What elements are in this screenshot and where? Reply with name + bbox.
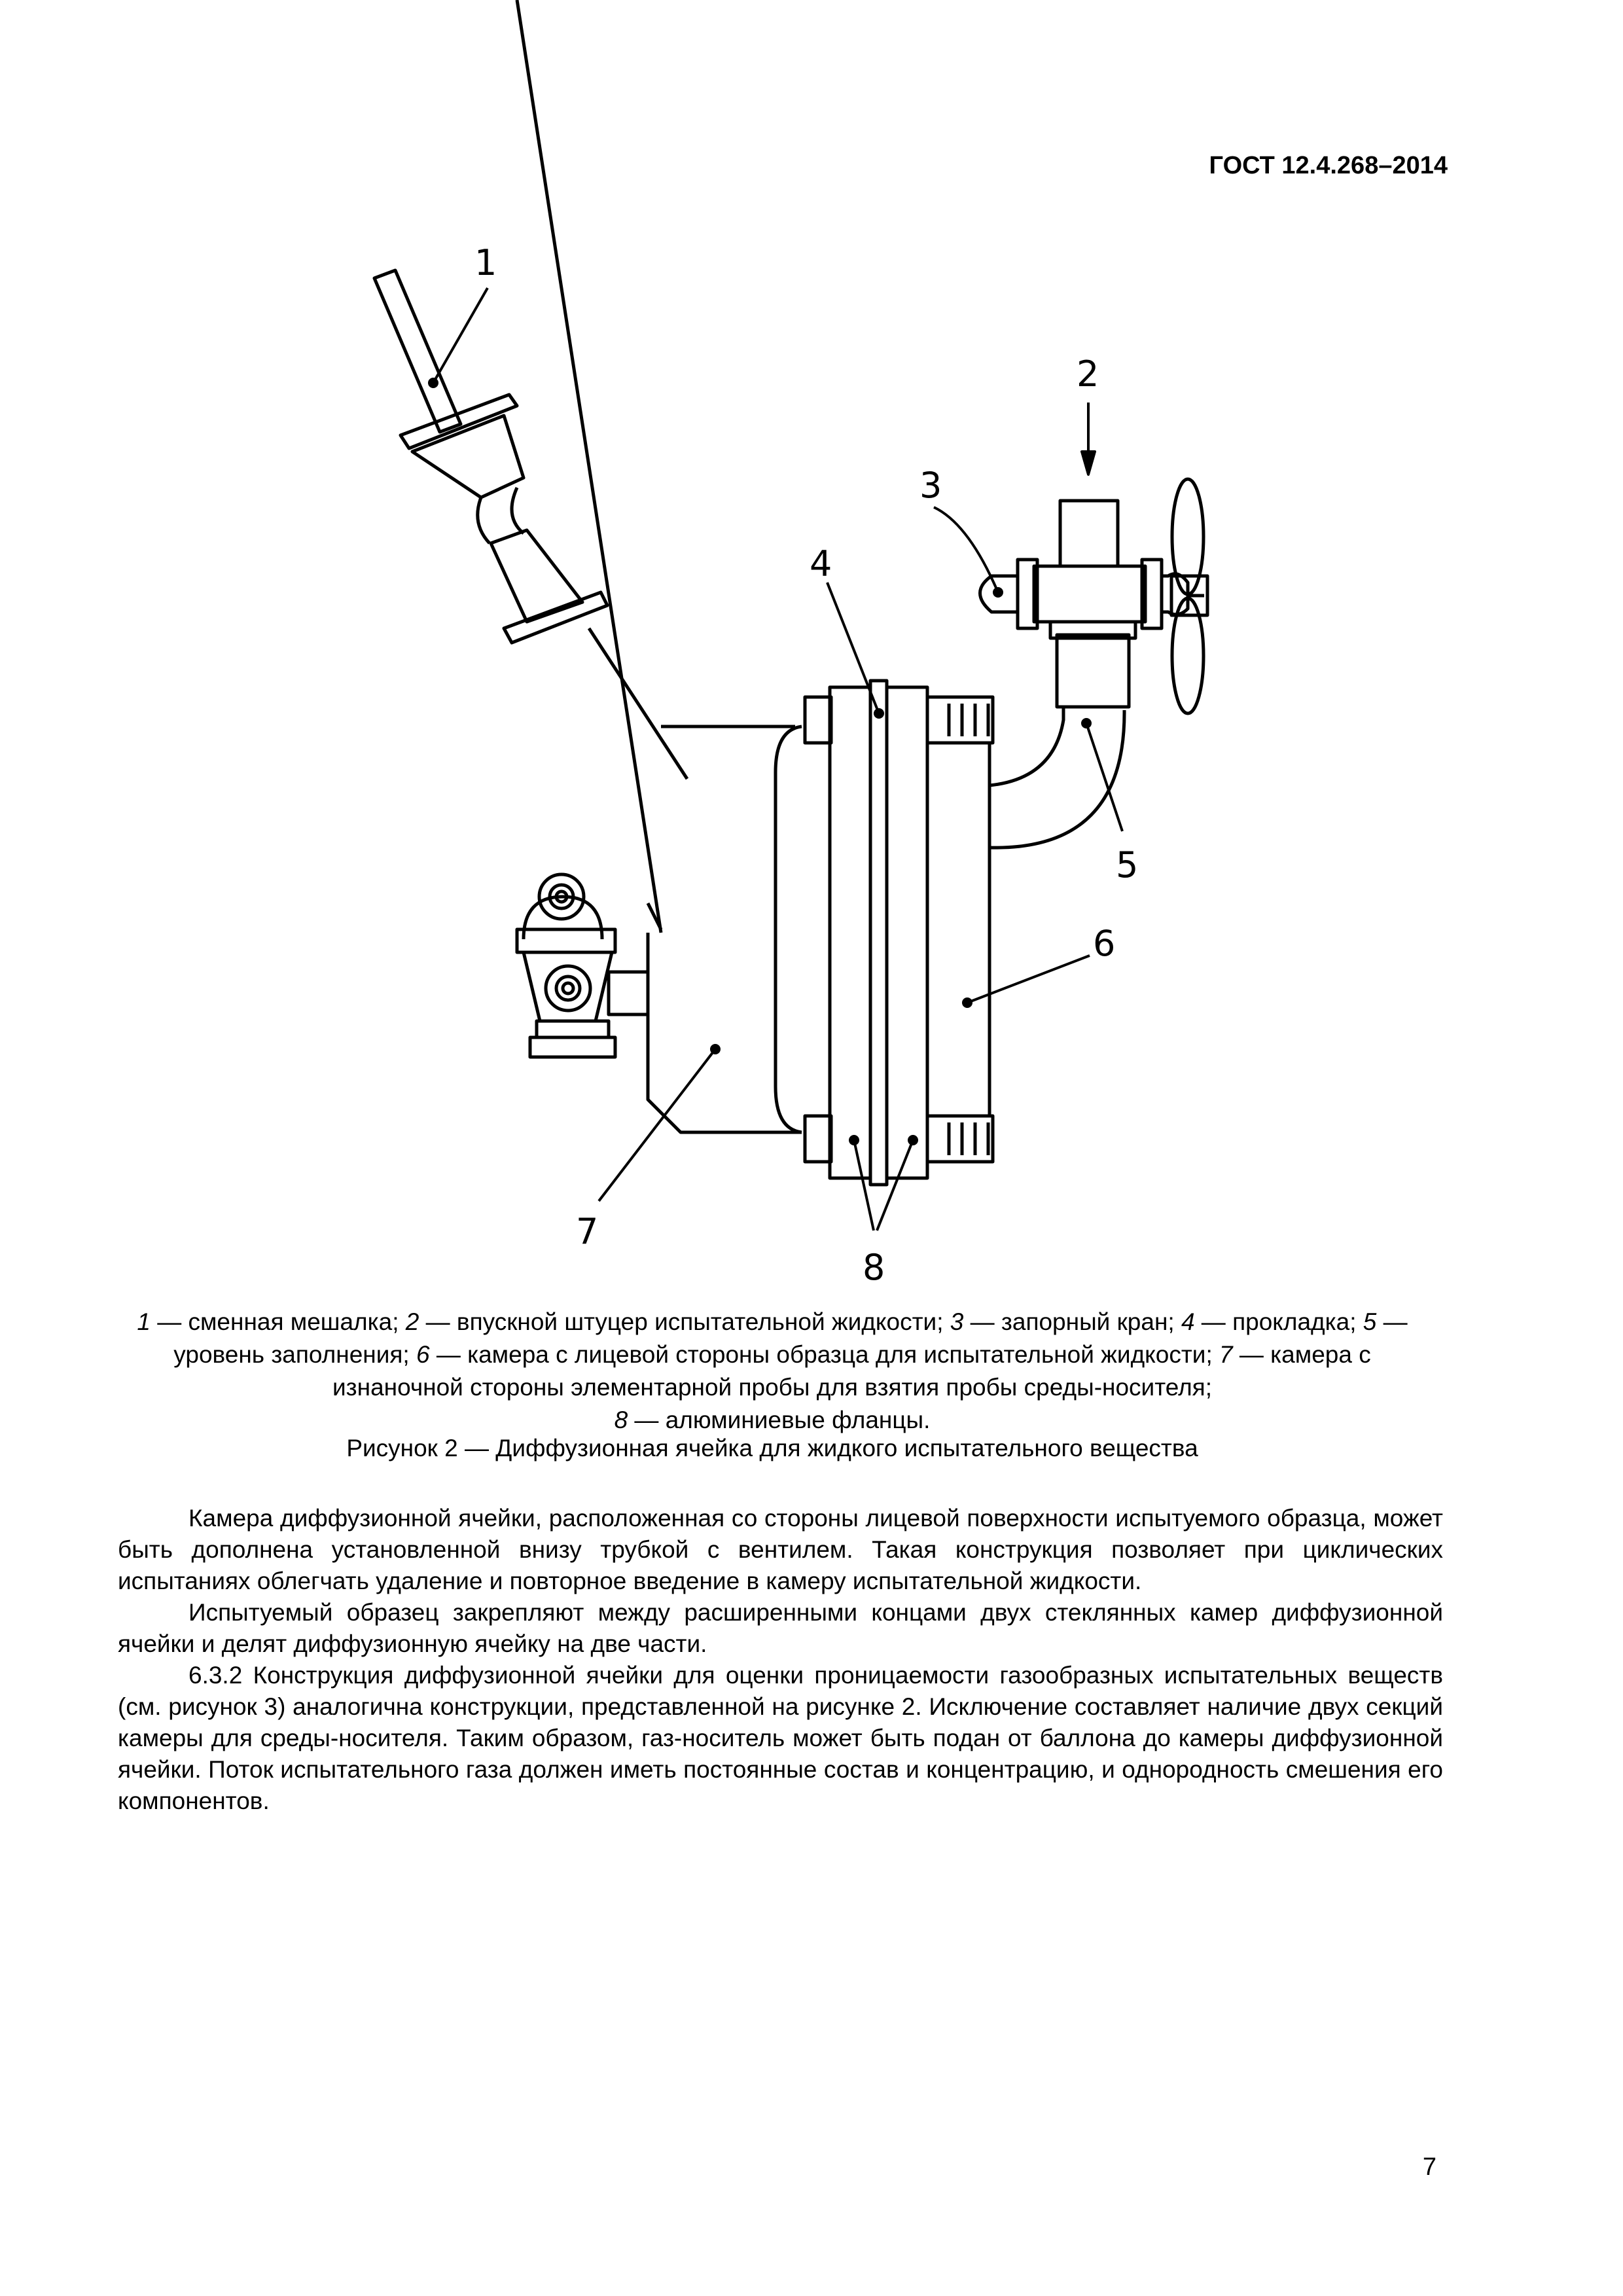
stirrer-drawing bbox=[374, 0, 687, 933]
legend-num-5: 5 bbox=[1363, 1308, 1377, 1335]
legend-text-6: — камера с лицевой стороны образца для испытательной жидкости; bbox=[429, 1341, 1220, 1368]
legend-num-8: 8 bbox=[614, 1407, 628, 1433]
legend-text-1: — сменная мешалка; bbox=[150, 1308, 406, 1335]
legend-text-5: — уровень заполнения; bbox=[173, 1308, 1408, 1368]
figure-caption: Рисунок 2 — Диффузионная ячейка для жидкого испытательного вещества bbox=[346, 1435, 1198, 1462]
page-number: 7 bbox=[1422, 2153, 1436, 2181]
callout-3: 3 bbox=[919, 465, 942, 506]
callout-7: 7 bbox=[576, 1211, 599, 1252]
paragraph-3: 6.3.2 Конструкция диффузионной ячейки для оценки проницаемости газообразных испытательных веществ (см. рисунок 3) аналогична конструкции, представленной на рисунке 2. Исключение составляет наличие двух секций камеры для среды-носителя. Таким образом, газ-носитель может быть подан от баллона до камеры диффузионной ячейки. Поток испытательного газа должен иметь постоянные состав и концентрацию, и однородность смешения его компонентов. bbox=[118, 1662, 1443, 1814]
back-chamber-drawing bbox=[648, 726, 802, 1132]
side-valve-drawing bbox=[517, 874, 648, 1057]
paragraph-1: Камера диффузионной ячейки, расположенная со стороны лицевой поверхности испытуемого образца, может быть дополнена установленной внизу трубкой с вентилем. Такая конструкция позволяет при циклических испытаниях облегчать удаление и повторное введение в камеру испытательной жидкости. bbox=[118, 1505, 1443, 1594]
legend-text-7: — камера с изнаночной стороны элементарной пробы для взятия пробы среды-носителя; bbox=[332, 1341, 1371, 1401]
front-chamber-drawing bbox=[927, 743, 990, 1116]
legend-num-4: 4 bbox=[1181, 1308, 1195, 1335]
callout-2: 2 bbox=[1077, 353, 1099, 395]
legend-num-3: 3 bbox=[950, 1308, 964, 1335]
legend-num-6: 6 bbox=[416, 1341, 430, 1368]
figure-legend bbox=[118, 1306, 1427, 1437]
legend-num-1: 1 bbox=[137, 1308, 151, 1335]
legend-text-4: — прокладка; bbox=[1194, 1308, 1363, 1335]
flange-drawing bbox=[805, 681, 993, 1185]
body-text bbox=[118, 1503, 1443, 1817]
callout-5: 5 bbox=[1116, 844, 1139, 886]
callout-6: 6 bbox=[1093, 923, 1116, 964]
paragraph-2: Испытуемый образец закрепляют между расширенными концами двух стеклянных камер диффузионной ячейки и делят диффузионную ячейку на две части. bbox=[118, 1599, 1443, 1657]
legend-num-2: 2 bbox=[405, 1308, 419, 1335]
legend-text-8: — алюминиевые фланцы. bbox=[628, 1407, 931, 1433]
inlet-pipe-drawing bbox=[980, 479, 1208, 848]
legend-text-3: — запорный кран; bbox=[963, 1308, 1181, 1335]
callout-1: 1 bbox=[474, 242, 497, 283]
document-code: ГОСТ 12.4.268–2014 bbox=[1209, 152, 1448, 179]
callout-8: 8 bbox=[863, 1247, 885, 1288]
legend-num-7: 7 bbox=[1219, 1341, 1233, 1368]
legend-text-2: — впускной штуцер испытательной жидкости; bbox=[419, 1308, 950, 1335]
callout-4: 4 bbox=[810, 543, 832, 584]
